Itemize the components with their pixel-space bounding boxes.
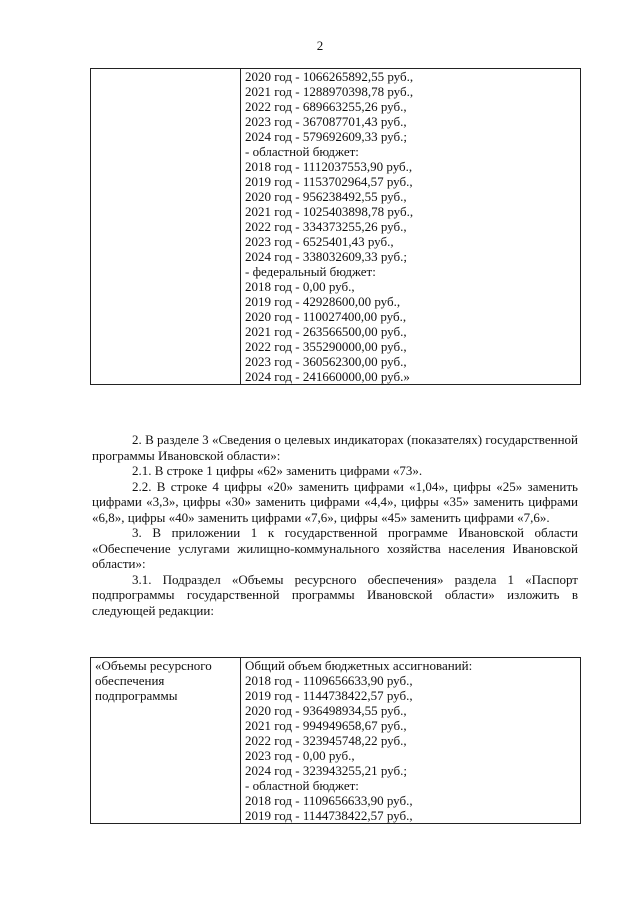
- row-label-line: «Объемы ресурсного: [95, 658, 212, 673]
- amendment-paragraphs: [92, 432, 578, 618]
- funding-line: 2024 год - 323943255,21 руб.;: [245, 763, 407, 778]
- funding-line: 2018 год - 1112037553,90 руб.,: [245, 159, 413, 174]
- funding-line: 2018 год - 0,00 руб.,: [245, 279, 355, 294]
- funding-line: 2018 год - 1109656633,90 руб.,: [245, 793, 413, 808]
- budget-heading: - федеральный бюджет:: [245, 264, 376, 279]
- funding-line: 2020 год - 110027400,00 руб.,: [245, 309, 407, 324]
- funding-line: 2021 год - 994949658,67 руб.,: [245, 718, 407, 733]
- funding-line: 2021 год - 1025403898,78 руб.,: [245, 204, 414, 219]
- table-row: [91, 658, 581, 824]
- paragraph-3-1: 3.1. Подраздел «Объемы ресурсного обеспечения» раздела 1 «Паспорт подпрограммы государственной программы Ивановской области» изложить в следующей редакции:: [92, 571, 578, 618]
- subprogram-funding-table: [90, 657, 581, 824]
- funding-line: 2023 год - 0,00 руб.,: [245, 748, 355, 763]
- table-cell-values: [241, 69, 581, 385]
- table-cell-values: [241, 658, 581, 824]
- funding-line: 2022 год - 689663255,26 руб.,: [245, 99, 407, 114]
- funding-line: 2023 год - 367087701,43 руб.,: [245, 114, 407, 129]
- funding-line: 2020 год - 936498934,55 руб.,: [245, 703, 407, 718]
- funding-line: 2018 год - 1109656633,90 руб.,: [245, 673, 413, 688]
- paragraph-2-2: 2.2. В строке 4 цифры «20» заменить цифрами «1,04», цифры «25» заменить цифрами «3,3», цифры «30» заменить цифрами «4,4», цифры «35» заменить цифрами «6,8», цифры «40» заменить цифрами «7,6», цифры «45» заменить цифрами «7,6».: [92, 478, 578, 525]
- paragraph-3: 3. В приложении 1 к государственной программе Ивановской области «Обеспечение услугами жилищно-коммунального хозяйства населения Ивановской области»:: [92, 525, 578, 571]
- table-row: [91, 69, 581, 385]
- row-label-line: подпрограммы: [95, 688, 178, 703]
- funding-line: 2023 год - 360562300,00 руб.,: [245, 354, 407, 369]
- funding-line: 2024 год - 579692609,33 руб.;: [245, 129, 407, 144]
- funding-line: 2023 год - 6525401,43 руб.,: [245, 234, 394, 249]
- funding-line: 2021 год - 1288970398,78 руб.,: [245, 84, 414, 99]
- paragraph-2: 2. В разделе 3 «Сведения о целевых индикаторах (показателях) государственной программы Ивановской области»:: [92, 432, 578, 463]
- table-cell-label: [91, 69, 241, 385]
- budget-heading: Общий объем бюджетных ассигнований:: [245, 658, 473, 673]
- table-cell-label: [91, 658, 241, 824]
- budget-heading: - областной бюджет:: [245, 778, 359, 793]
- funding-line: 2019 год - 42928600,00 руб.,: [245, 294, 401, 309]
- funding-line: 2024 год - 338032609,33 руб.;: [245, 249, 407, 264]
- funding-line: 2024 год - 241660000,00 руб.»: [245, 369, 410, 384]
- budget-heading: - областной бюджет:: [245, 144, 359, 159]
- funding-line: 2020 год - 956238492,55 руб.,: [245, 189, 407, 204]
- funding-line: 2021 год - 263566500,00 руб.,: [245, 324, 407, 339]
- funding-line: 2022 год - 323945748,22 руб.,: [245, 733, 407, 748]
- funding-line: 2019 год - 1144738422,57 руб.,: [245, 808, 413, 823]
- funding-line: 2019 год - 1153702964,57 руб.,: [245, 174, 413, 189]
- funding-table-continued: [90, 68, 581, 385]
- funding-line: 2020 год - 1066265892,55 руб.,: [245, 69, 414, 84]
- funding-line: 2022 год - 334373255,26 руб.,: [245, 219, 407, 234]
- funding-line: 2019 год - 1144738422,57 руб.,: [245, 688, 413, 703]
- paragraph-2-1: 2.1. В строке 1 цифры «62» заменить цифрами «73».: [132, 463, 423, 478]
- funding-line: 2022 год - 355290000,00 руб.,: [245, 339, 407, 354]
- row-label-line: обеспечения: [95, 673, 165, 688]
- page-number: 2: [316, 38, 324, 53]
